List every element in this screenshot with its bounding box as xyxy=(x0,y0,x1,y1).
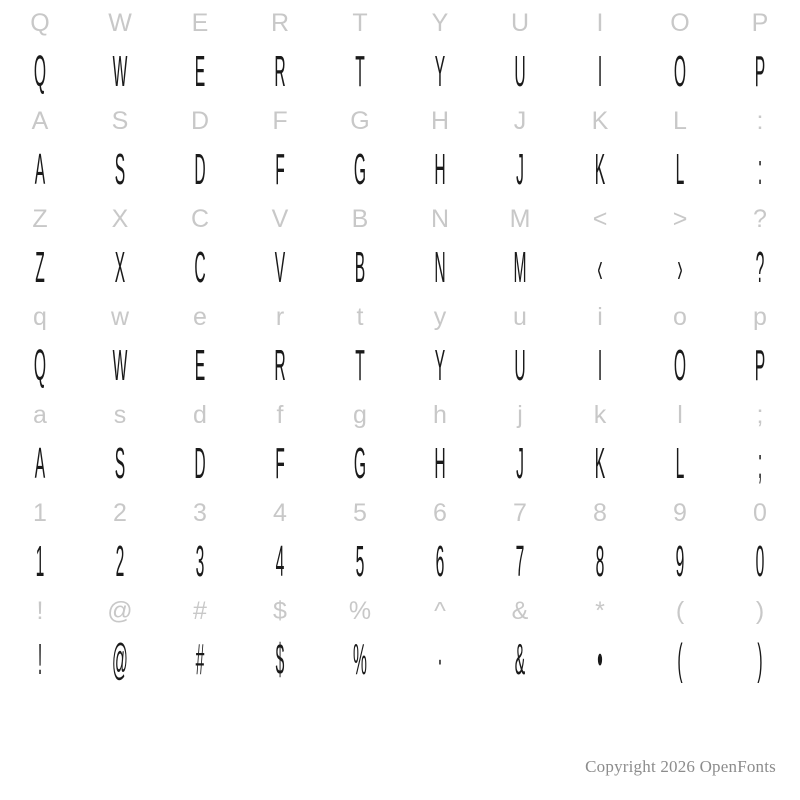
sample-glyph-cell xyxy=(240,536,320,588)
sample-glyph: Q xyxy=(33,47,47,97)
sample-glyph-cell xyxy=(480,340,560,392)
reference-glyph: 6 xyxy=(433,498,447,527)
sample-glyph: T xyxy=(355,47,365,97)
sample-glyph-cell xyxy=(640,340,720,392)
reference-glyph: N xyxy=(430,204,450,233)
reference-glyph: 7 xyxy=(513,498,527,527)
sample-glyph-cell xyxy=(320,144,400,196)
reference-glyph: E xyxy=(191,8,209,37)
sample-glyph: S xyxy=(114,439,126,489)
sample-glyph-cell xyxy=(560,242,640,294)
reference-glyph: 0 xyxy=(753,498,767,527)
sample-glyph-cell xyxy=(160,634,240,686)
reference-glyph: C xyxy=(190,204,210,233)
reference-glyph: 9 xyxy=(673,498,687,527)
sample-glyph: V xyxy=(274,243,286,293)
reference-glyph: F xyxy=(272,106,288,135)
sample-glyph-cell xyxy=(240,340,320,392)
reference-glyph: > xyxy=(672,204,688,233)
sample-glyph-cell xyxy=(720,340,800,392)
sample-glyph: T xyxy=(355,341,365,391)
sample-glyph-cell xyxy=(240,438,320,490)
sample-glyph-cell xyxy=(640,634,720,686)
reference-glyph: s xyxy=(113,400,127,429)
reference-glyph: : xyxy=(756,106,764,135)
sample-glyph: Q xyxy=(33,341,47,391)
sample-glyph: W xyxy=(112,341,128,391)
sample-glyph-cell xyxy=(560,144,640,196)
sample-glyph: N xyxy=(434,243,446,293)
reference-glyph: P xyxy=(751,8,769,37)
sample-glyph-cell xyxy=(640,536,720,588)
reference-glyph: % xyxy=(348,596,372,625)
reference-glyph: d xyxy=(193,400,207,429)
sample-glyph: O xyxy=(673,341,687,391)
sample-glyph: F xyxy=(275,145,285,195)
sample-glyph: 8 xyxy=(595,537,605,587)
sample-glyph: Y xyxy=(434,47,446,97)
sample-glyph: B xyxy=(354,243,366,293)
sample-glyph-cell xyxy=(560,340,640,392)
sample-glyph: • xyxy=(597,635,603,685)
reference-glyph: & xyxy=(511,596,529,625)
reference-glyph: < xyxy=(592,204,608,233)
sample-glyph: S xyxy=(114,145,126,195)
sample-glyph-cell xyxy=(720,242,800,294)
reference-glyph: ! xyxy=(36,596,44,625)
sample-glyph: Y xyxy=(434,341,446,391)
sample-glyph: Z xyxy=(35,243,45,293)
sample-glyph: ; xyxy=(757,439,763,489)
reference-glyph: p xyxy=(753,302,767,331)
sample-glyph-cell xyxy=(400,536,480,588)
sample-glyph-cell xyxy=(80,144,160,196)
reference-glyph: J xyxy=(513,106,527,135)
sample-glyph-cell xyxy=(320,634,400,686)
sample-glyph-cell xyxy=(560,536,640,588)
sample-glyph: R xyxy=(274,47,286,97)
reference-glyph: M xyxy=(509,204,531,233)
sample-glyph: 0 xyxy=(755,537,765,587)
sample-glyph-cell xyxy=(720,536,800,588)
reference-glyph: k xyxy=(593,400,607,429)
sample-glyph: L xyxy=(675,439,685,489)
reference-glyph: j xyxy=(517,400,523,429)
reference-glyph: u xyxy=(513,302,527,331)
sample-glyph: ) xyxy=(757,635,763,685)
sample-glyph: W xyxy=(112,47,128,97)
reference-glyph: e xyxy=(193,302,207,331)
reference-glyph: g xyxy=(353,400,367,429)
reference-glyph: Z xyxy=(32,204,48,233)
sample-glyph-cell xyxy=(720,144,800,196)
reference-glyph: * xyxy=(595,596,605,625)
reference-glyph: l xyxy=(677,400,683,429)
reference-glyph: I xyxy=(596,8,604,37)
sample-glyph-cell xyxy=(160,340,240,392)
reference-glyph: U xyxy=(510,8,530,37)
sample-glyph: › xyxy=(677,243,683,293)
sample-glyph-cell xyxy=(80,438,160,490)
reference-glyph: 4 xyxy=(273,498,287,527)
sample-glyph-cell xyxy=(160,242,240,294)
reference-glyph: L xyxy=(673,106,687,135)
sample-glyph: ? xyxy=(755,243,765,293)
reference-glyph: r xyxy=(275,302,285,331)
sample-glyph-cell xyxy=(0,340,80,392)
sample-glyph-cell xyxy=(400,438,480,490)
sample-glyph: D xyxy=(194,145,206,195)
sample-glyph-cell xyxy=(400,242,480,294)
sample-glyph: 6 xyxy=(435,537,445,587)
sample-glyph: U xyxy=(514,47,526,97)
reference-glyph: K xyxy=(591,106,609,135)
reference-glyph: D xyxy=(190,106,210,135)
sample-glyph: % xyxy=(353,635,367,685)
sample-glyph: ‹ xyxy=(597,243,603,293)
sample-glyph-cell xyxy=(0,46,80,98)
sample-glyph: U xyxy=(514,341,526,391)
sample-glyph-cell xyxy=(400,144,480,196)
sample-glyph-cell xyxy=(160,46,240,98)
sample-glyph: · xyxy=(437,635,443,685)
sample-glyph-cell xyxy=(720,634,800,686)
reference-glyph: a xyxy=(33,400,47,429)
reference-glyph: o xyxy=(673,302,687,331)
sample-glyph-cell xyxy=(480,242,560,294)
sample-glyph-cell xyxy=(0,536,80,588)
sample-glyph: G xyxy=(353,439,367,489)
sample-glyph-cell xyxy=(320,340,400,392)
sample-glyph: 4 xyxy=(275,537,285,587)
sample-glyph-cell xyxy=(640,144,720,196)
reference-glyph: B xyxy=(351,204,369,233)
sample-glyph: L xyxy=(675,145,685,195)
sample-glyph-cell xyxy=(480,46,560,98)
sample-glyph-cell xyxy=(640,438,720,490)
reference-glyph: X xyxy=(111,204,129,233)
sample-glyph-cell xyxy=(320,536,400,588)
reference-glyph: R xyxy=(270,8,290,37)
reference-glyph: A xyxy=(31,106,49,135)
reference-glyph: ) xyxy=(755,596,765,625)
reference-glyph: V xyxy=(271,204,289,233)
reference-glyph: t xyxy=(356,302,364,331)
sample-glyph-cell xyxy=(0,242,80,294)
sample-glyph-cell xyxy=(320,242,400,294)
sample-glyph-cell xyxy=(560,438,640,490)
reference-glyph: h xyxy=(433,400,447,429)
sample-glyph: A xyxy=(34,439,46,489)
sample-glyph: 5 xyxy=(355,537,365,587)
sample-glyph: A xyxy=(34,145,46,195)
sample-glyph: K xyxy=(594,145,606,195)
reference-glyph: i xyxy=(597,302,603,331)
sample-glyph: C xyxy=(194,243,206,293)
sample-glyph: 2 xyxy=(115,537,125,587)
sample-glyph: H xyxy=(434,439,446,489)
reference-glyph: W xyxy=(108,8,132,37)
sample-glyph: F xyxy=(275,439,285,489)
sample-glyph-cell xyxy=(0,634,80,686)
reference-glyph: 8 xyxy=(593,498,607,527)
sample-glyph: P xyxy=(754,47,766,97)
sample-glyph-cell xyxy=(240,634,320,686)
sample-glyph: H xyxy=(434,145,446,195)
reference-glyph: H xyxy=(430,106,450,135)
sample-glyph-cell xyxy=(640,242,720,294)
sample-glyph: X xyxy=(114,243,126,293)
sample-glyph: J xyxy=(516,145,524,195)
sample-glyph: 1 xyxy=(35,537,45,587)
sample-glyph-cell xyxy=(80,46,160,98)
sample-glyph-cell xyxy=(0,438,80,490)
sample-glyph: K xyxy=(594,439,606,489)
sample-glyph-cell xyxy=(320,46,400,98)
sample-glyph: @ xyxy=(112,635,128,685)
sample-glyph: E xyxy=(194,341,206,391)
reference-glyph: f xyxy=(276,400,284,429)
reference-glyph: S xyxy=(111,106,129,135)
sample-glyph: D xyxy=(194,439,206,489)
reference-glyph: 3 xyxy=(193,498,207,527)
sample-glyph-cell xyxy=(160,438,240,490)
sample-glyph-cell xyxy=(560,46,640,98)
reference-glyph: y xyxy=(433,302,447,331)
reference-glyph: @ xyxy=(107,596,133,625)
reference-glyph: Y xyxy=(431,8,449,37)
sample-glyph: G xyxy=(353,145,367,195)
sample-glyph: 9 xyxy=(675,537,685,587)
sample-glyph-cell xyxy=(480,634,560,686)
sample-glyph: $ xyxy=(275,635,285,685)
sample-glyph: ! xyxy=(37,635,43,685)
sample-glyph-cell xyxy=(560,634,640,686)
reference-glyph: q xyxy=(33,302,47,331)
sample-glyph-cell xyxy=(320,438,400,490)
sample-glyph-cell xyxy=(80,634,160,686)
reference-glyph: ^ xyxy=(434,596,446,625)
sample-glyph: R xyxy=(274,341,286,391)
sample-glyph-cell xyxy=(80,242,160,294)
reference-glyph: 5 xyxy=(353,498,367,527)
reference-glyph: ( xyxy=(675,596,685,625)
sample-glyph: J xyxy=(516,439,524,489)
sample-glyph: & xyxy=(514,635,526,685)
sample-glyph-cell xyxy=(0,144,80,196)
reference-glyph: ; xyxy=(756,400,764,429)
sample-glyph: # xyxy=(195,635,205,685)
sample-glyph: I xyxy=(597,341,603,391)
sample-glyph-cell xyxy=(400,46,480,98)
sample-glyph-cell xyxy=(160,536,240,588)
reference-glyph: # xyxy=(193,596,207,625)
sample-glyph: 3 xyxy=(195,537,205,587)
sample-glyph: M xyxy=(513,243,527,293)
sample-glyph-cell xyxy=(640,46,720,98)
reference-glyph: G xyxy=(350,106,370,135)
sample-glyph: 7 xyxy=(515,537,525,587)
sample-glyph-cell xyxy=(80,536,160,588)
sample-glyph-cell xyxy=(240,242,320,294)
reference-glyph: ? xyxy=(753,204,767,233)
sample-glyph: ( xyxy=(677,635,683,685)
sample-glyph: P xyxy=(754,341,766,391)
reference-glyph: T xyxy=(352,8,368,37)
reference-glyph: 2 xyxy=(113,498,127,527)
copyright-notice: Copyright 2026 OpenFonts xyxy=(585,757,776,776)
sample-glyph: : xyxy=(757,145,763,195)
reference-glyph: w xyxy=(110,302,130,331)
reference-glyph: 1 xyxy=(33,498,47,527)
sample-glyph-cell xyxy=(480,144,560,196)
reference-glyph: Q xyxy=(30,8,50,37)
sample-glyph: O xyxy=(673,47,687,97)
sample-glyph-cell xyxy=(240,144,320,196)
sample-glyph-cell xyxy=(480,438,560,490)
sample-glyph-cell xyxy=(480,536,560,588)
sample-glyph-cell xyxy=(240,46,320,98)
sample-glyph-cell xyxy=(80,340,160,392)
sample-glyph: I xyxy=(597,47,603,97)
sample-glyph-cell xyxy=(160,144,240,196)
reference-glyph: O xyxy=(670,8,690,37)
sample-glyph: E xyxy=(194,47,206,97)
sample-glyph-cell xyxy=(720,46,800,98)
sample-glyph-cell xyxy=(400,634,480,686)
sample-glyph-cell xyxy=(720,438,800,490)
reference-glyph: $ xyxy=(273,596,287,625)
sample-glyph-cell xyxy=(400,340,480,392)
